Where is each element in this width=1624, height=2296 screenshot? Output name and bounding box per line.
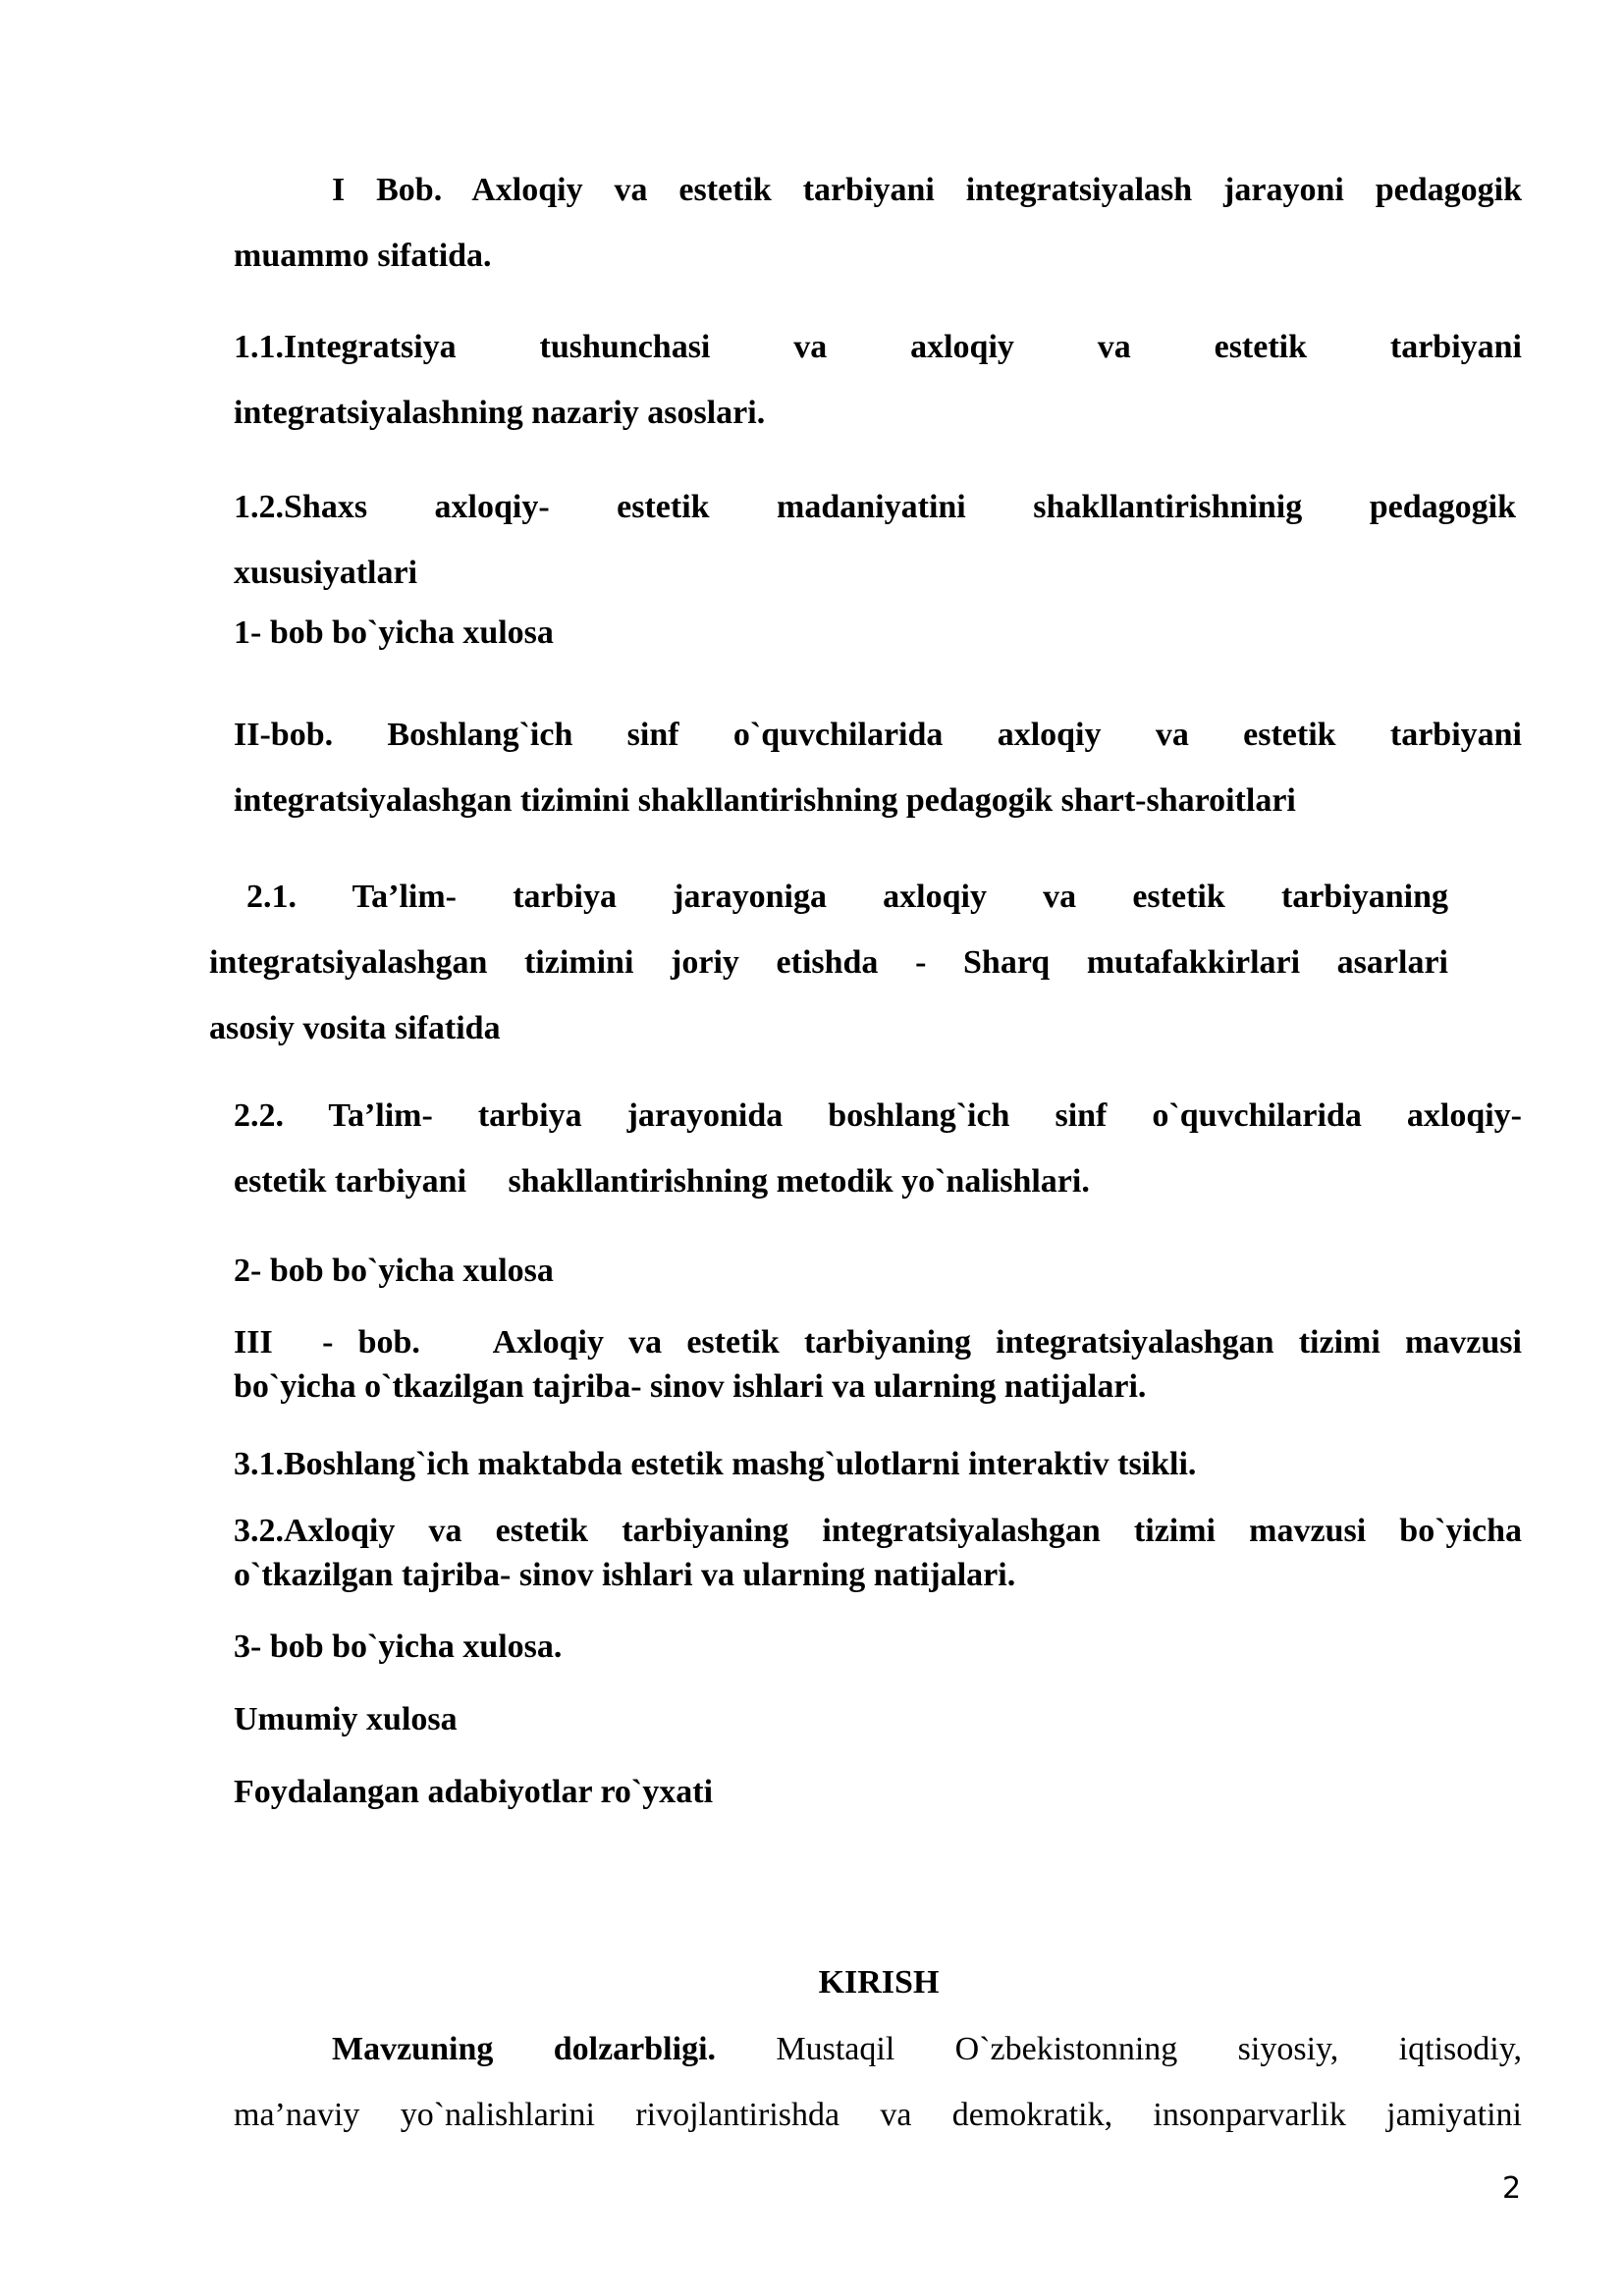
toc-section-2-1: 2.1. Ta’lim- tarbiya jarayoniga axloqiy va estetik tarbiyaning integratsiyalashgan tizimini joriy etishda - Sharq mutafakkirlari asarlari asosiy vosita sifatida — [209, 879, 1448, 1046]
toc-chapter-2-conclusion: 2- bob bo`yicha xulosa — [234, 1253, 554, 1289]
toc-section-1-1: 1.1.Integratsiya tushunchasi va axloqiy va estetik tarbiyani integratsiyalashning nazariy asoslari. — [234, 329, 1522, 431]
toc-general-conclusion: Umumiy xulosa — [234, 1701, 458, 1737]
page-number: 2 — [1502, 2171, 1522, 2206]
intro-paragraph — [234, 2016, 1522, 2148]
toc-chapter-1-title: I Bob. Axloqiy va estetik tarbiyani integratsiyalash jarayoni pedagogik muammo sifatida. — [234, 172, 1522, 274]
toc-references: Foydalangan adabiyotlar ro`yxati — [234, 1774, 714, 1810]
intro-text-line-1: Mustaqil O`zbekistonning siyosiy, iqtisodiy, — [716, 2031, 1522, 2067]
toc-chapter-1-conclusion: 1- bob bo`yicha xulosa — [234, 614, 554, 651]
toc-chapter-2-title: II-bob. Boshlang`ich sinf o`quvchilarida axloqiy va estetik tarbiyani integratsiyalashgan tizimini shakllantirishning pedagogik shart-sharoitlari — [234, 717, 1522, 819]
toc-section-2-2: 2.2. Ta’lim- tarbiya jarayonida boshlang`ich sinf o`quvchilarida axloqiy- estetik tarbiyani shakllantirishning metodik yo`nalishlari. — [234, 1097, 1522, 1200]
intro-lead: Mavzuning dolzarbligi. — [332, 2031, 717, 2067]
toc-chapter-3-title: III - bob. Axloqiy va estetik tarbiyaning integratsiyalashgan tizimi mavzusi bo`yicha o`tkazilgan tajriba- sinov ishlari va ularning natijalari. — [234, 1324, 1522, 1405]
intro-text-line-2: ma’naviy yo`nalishlarini rivojlantirishda va demokratik, insonparvarlik jamiyatini — [234, 2097, 1522, 2133]
toc-chapter-3-conclusion: 3- bob bo`yicha xulosa. — [234, 1629, 563, 1665]
toc-section-3-2: 3.2.Axloqiy va estetik tarbiyaning integratsiyalashgan tizimi mavzusi bo`yicha o`tkazilgan tajriba- sinov ishlari va ularning natijalari. — [234, 1513, 1522, 1593]
toc-section-1-2: 1.2.Shaxs axloqiy- estetik madaniyatini shakllantirishninig pedagogik xususiyatlari — [234, 489, 1516, 591]
intro-heading: KIRISH — [818, 1964, 940, 2001]
toc-section-3-1: 3.1.Boshlang`ich maktabda estetik mashg`ulotlarni interaktiv tsikli. — [234, 1446, 1197, 1482]
